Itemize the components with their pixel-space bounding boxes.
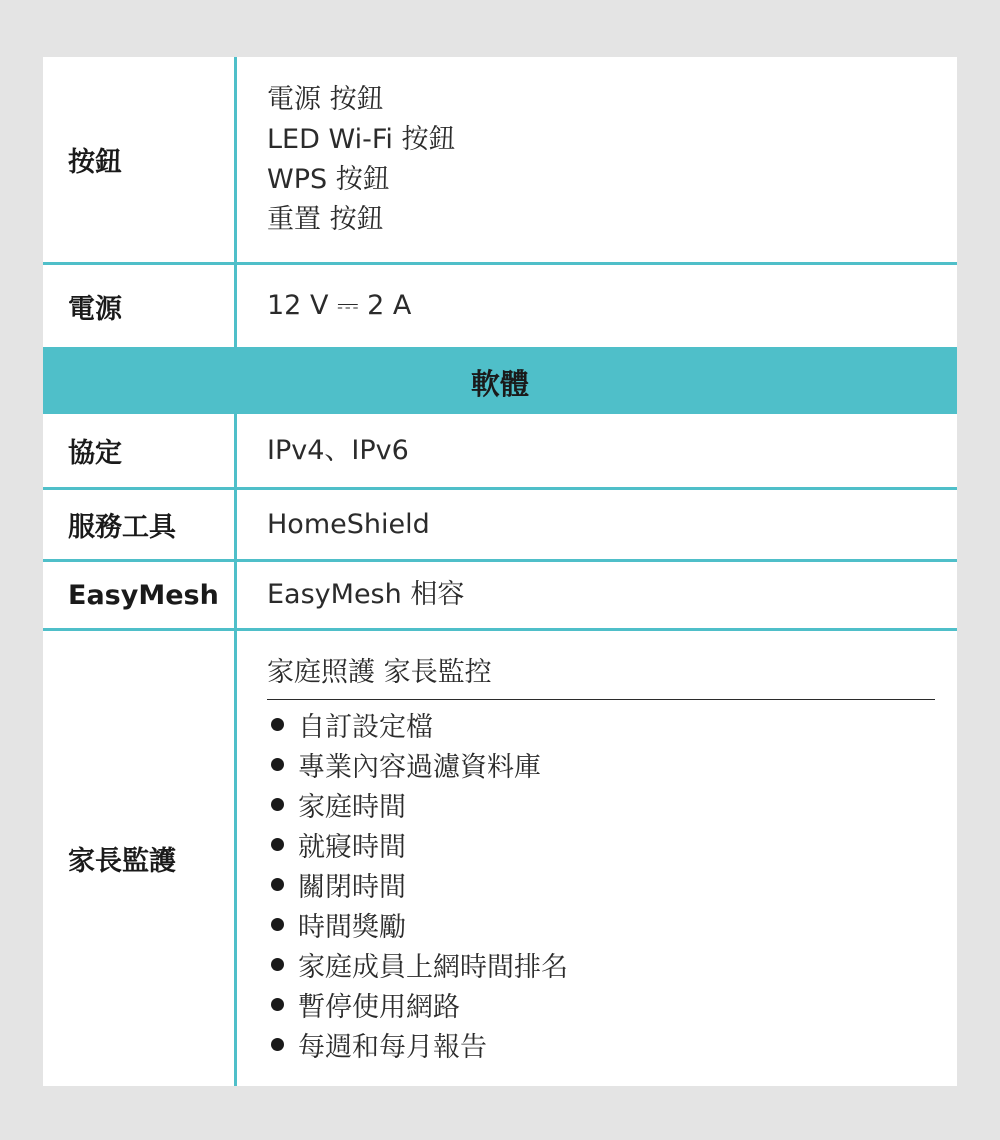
list-item (267, 984, 935, 1024)
list-item (267, 744, 935, 784)
section-header-software: 軟體 (43, 350, 957, 414)
spec-value-buttons (237, 57, 957, 262)
parental-feature: 時間獎勵 (298, 911, 406, 943)
spec-row-power (43, 262, 957, 347)
easymesh-value: EasyMesh 相容 (267, 579, 465, 610)
spec-row-easymesh (43, 559, 957, 628)
list-item (267, 824, 935, 864)
spec-row-protocol (43, 414, 957, 487)
spec-label-buttons: 按鈕 (43, 57, 237, 262)
list-item (267, 1024, 935, 1064)
section-row-software (43, 347, 957, 414)
button-item-wps: WPS 按鈕 (267, 163, 390, 195)
parental-feature: 專業內容過濾資料庫 (298, 751, 541, 783)
parental-feature: 家庭時間 (298, 791, 406, 823)
bullet-icon (271, 958, 284, 971)
bullet-icon (271, 718, 284, 731)
spec-value-easymesh (237, 562, 957, 628)
parental-feature: 家庭成員上網時間排名 (298, 951, 568, 983)
parental-title: 家庭照護 家長監控 (267, 651, 935, 700)
parental-feature: 就寢時間 (298, 831, 406, 863)
parental-feature-list (267, 704, 935, 1064)
service-value: HomeShield (267, 508, 430, 540)
list-item (267, 704, 935, 744)
spec-value-power (237, 265, 957, 347)
list-item (267, 784, 935, 824)
parental-feature: 自訂設定檔 (298, 711, 433, 743)
button-item-led: LED Wi-Fi 按鈕 (267, 123, 456, 155)
list-item (267, 904, 935, 944)
spec-row-parental (43, 628, 957, 1086)
bullet-icon (271, 998, 284, 1011)
power-rating: 12 V ⎓ 2 A (267, 290, 412, 321)
spec-value-protocol (237, 414, 957, 487)
button-item-reset: 重置 按鈕 (267, 203, 384, 235)
bullet-icon (271, 838, 284, 851)
bullet-icon (271, 1038, 284, 1051)
spec-value-parental (237, 631, 957, 1086)
list-item (267, 944, 935, 984)
spec-label-easymesh: EasyMesh (43, 562, 237, 628)
spec-label-power: 電源 (43, 265, 237, 347)
parental-feature: 關閉時間 (298, 871, 406, 903)
parental-feature: 每週和每月報告 (298, 1031, 487, 1063)
bullet-icon (271, 918, 284, 931)
spec-table (43, 57, 957, 1086)
list-item (267, 864, 935, 904)
bullet-icon (271, 758, 284, 771)
button-item-power: 電源 按鈕 (267, 83, 384, 115)
bullet-icon (271, 878, 284, 891)
parental-feature: 暫停使用網路 (298, 991, 460, 1023)
spec-row-service (43, 487, 957, 559)
spec-label-service: 服務工具 (43, 490, 237, 559)
bullet-icon (271, 798, 284, 811)
spec-row-buttons (43, 57, 957, 262)
protocol-value: IPv4、IPv6 (267, 434, 409, 466)
spec-value-service (237, 490, 957, 559)
spec-label-parental: 家長監護 (43, 631, 237, 1086)
spec-label-protocol: 協定 (43, 414, 237, 487)
